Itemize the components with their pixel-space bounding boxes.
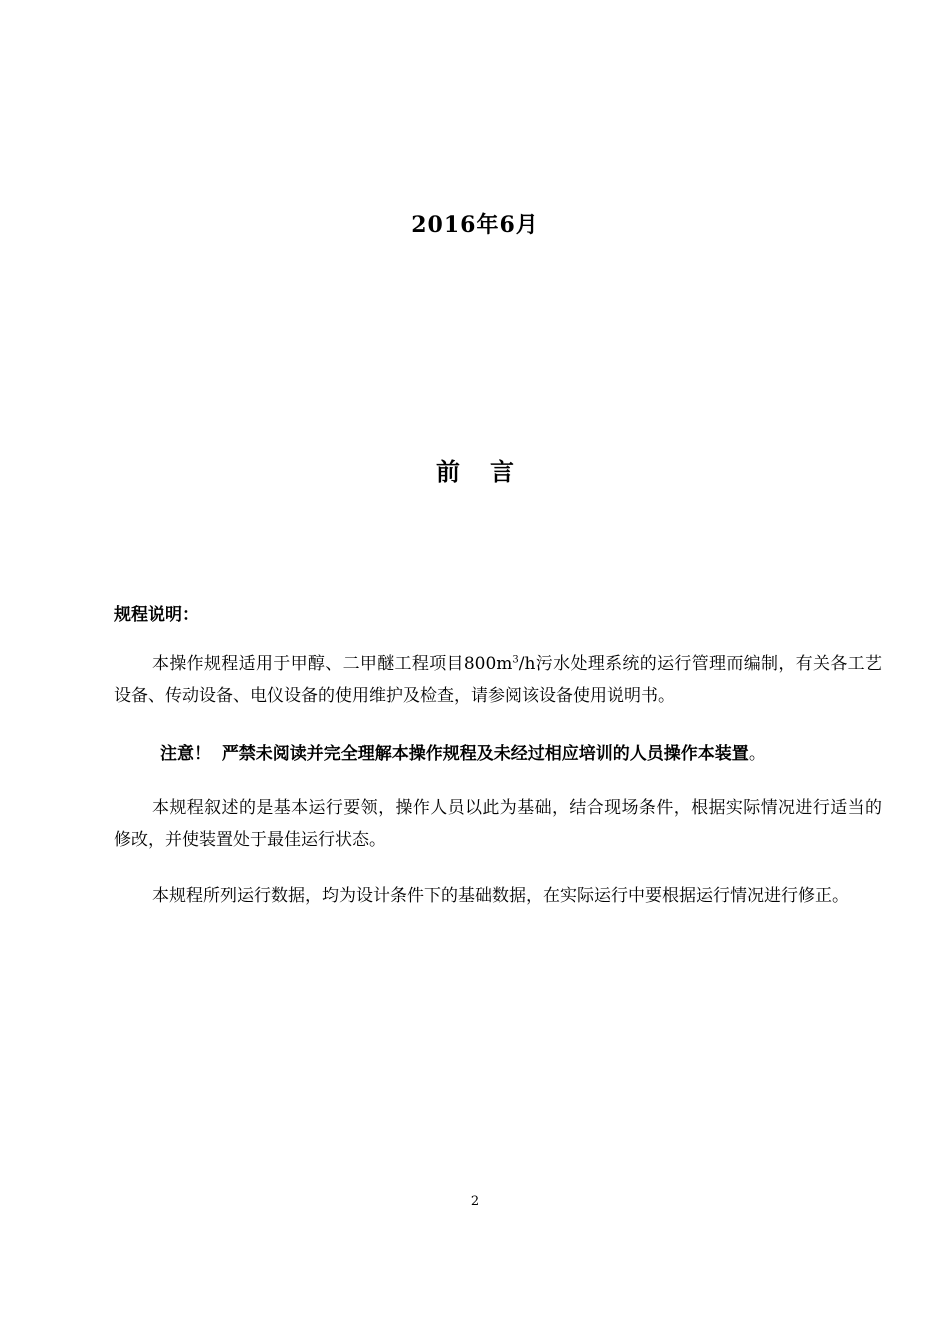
paragraph-scope-text-start: 本操作规程适用于甲醇、二甲醚工程项目800m	[152, 654, 513, 674]
notice-line	[114, 738, 882, 770]
document-date: 2016年6月	[411, 212, 539, 238]
paragraph-scope-text-end: /h污水处理系统的运行管理而编制，有关各工艺设备、传动设备、电仪设备的使用维护及检查，请参阅该设备使用说明书。	[114, 654, 882, 706]
paragraph-scope	[114, 648, 882, 712]
notice-text: 严禁未阅读并完全理解本操作规程及未经过相应培训的人员操作本装置	[221, 744, 749, 764]
paragraph-data-note: 本规程所列运行数据，均为设计条件下的基础数据，在实际运行中要根据运行情况进行修正。	[152, 886, 849, 906]
page-title: 前言	[436, 457, 544, 486]
section-heading: 规程说明：	[114, 605, 199, 625]
notice-label: 注意！	[160, 744, 211, 764]
unit-superscript: 3	[512, 654, 519, 666]
paragraph-basics: 本规程叙述的是基本运行要领，操作人员以此为基础，结合现场条件，根据实际情况进行适当的修改，并使装置处于最佳运行状态。	[114, 798, 882, 850]
page-number: 2	[470, 1194, 480, 1209]
notice-end-mark: 。	[748, 744, 766, 764]
